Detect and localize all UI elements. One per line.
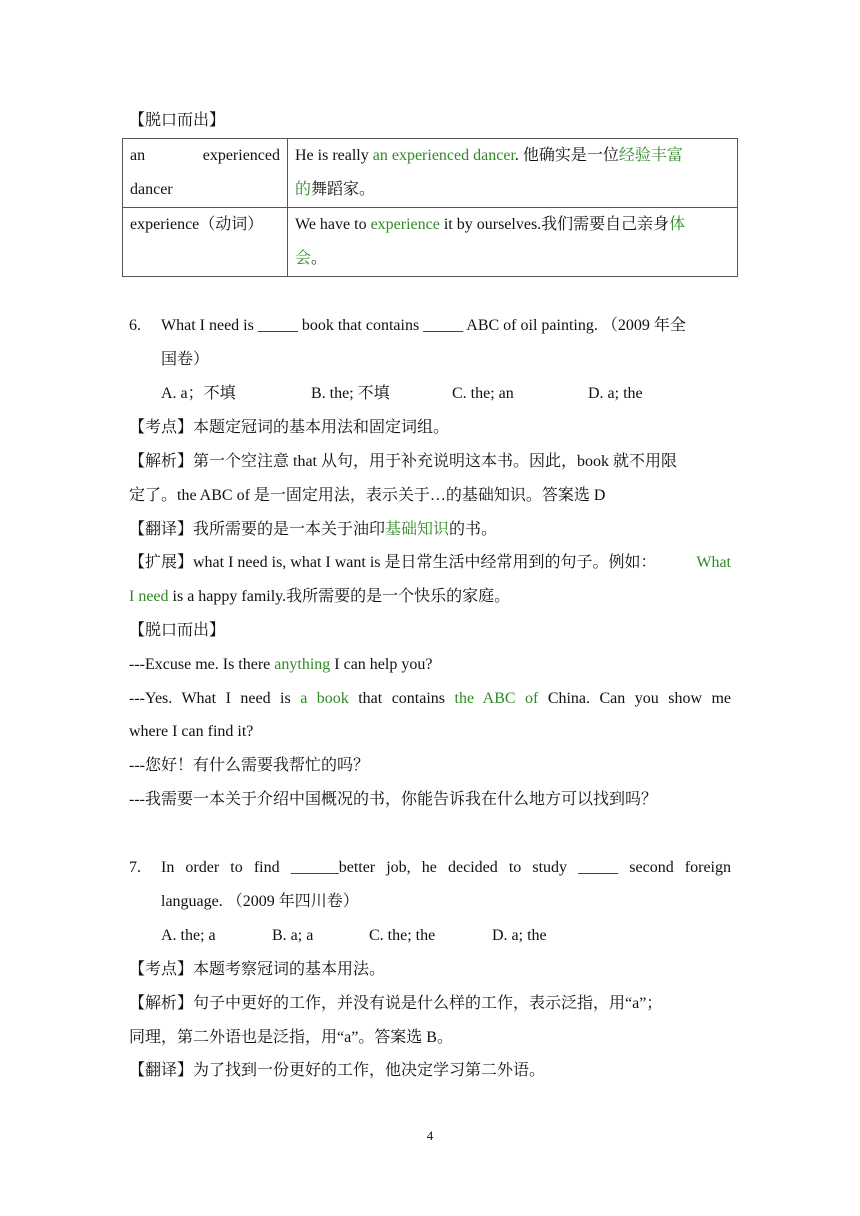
example-text: it by ourselves.我们需要自己亲身 [439,216,670,233]
fanyi-text: 的书。 [449,521,498,538]
question-text-cont: language. （2009 年四川卷） [161,893,359,910]
dialogue-text: ---Excuse me. Is there [129,656,275,673]
section-heading: 【脱口而出】 [129,112,226,129]
kuozhan-6-line2 [129,587,731,607]
highlight-text: experience [370,216,440,233]
kaodian-6: 【考点】本题定冠词的基本用法和固定词组。 [129,419,450,436]
kuozhan-6-line1 [129,553,731,573]
question-number: 6. [129,317,141,334]
option-d: D. a; the [588,385,643,402]
dialogue-text: that contains [348,690,455,707]
term-word: an [130,147,146,164]
option-b: B. the; 不填 [311,385,390,402]
example-cell [288,208,738,277]
jiexi-6-line2: 定了。the ABC of 是一固定用法，表示关于…的基础知识。答案选 D [129,487,606,504]
dialogue-text: China. Can you show me [538,690,732,707]
highlight-text: 的 [295,181,312,198]
fanyi-7: 【翻译】为了找到一份更好的工作，他决定学习第二外语。 [129,1062,546,1079]
question-number: 7. [129,859,141,876]
question-text: What I need is _____ book that contains _____ ABC of oil painting. （2009 年全 [161,317,686,334]
table-row [123,208,738,277]
highlight-text: an experienced dancer [372,147,515,164]
example-text: . 他确实是一位 [514,147,619,164]
example-text: 舞蹈家。 [311,181,376,198]
fanyi-text: 【翻译】我所需要的是一本关于油印 [129,521,386,538]
dialogue-line-2 [129,689,731,709]
dialogue-line-1 [129,655,731,675]
dialogue-line-2-cont: where I can find it? [129,723,254,740]
term-word: dancer [130,181,173,198]
question-6 [129,316,686,336]
example-text: 。 [311,250,328,267]
example-text: He is really [295,147,373,164]
dialogue-line-4: ---我需要一本关于介绍中国概况的书，你能告诉我在什么地方可以找到吗？ [129,791,657,808]
jiexi-6-line1: 【解析】第一个空注意 that 从句，用于补充说明这本书。因此，book 就不用限 [129,453,677,470]
term-word: experienced [202,147,280,164]
example-cell [288,139,738,208]
option-a: A. the; a [161,927,216,944]
dialogue-text: I can help you? [330,656,433,673]
dialogue-text: ---Yes. What I need is [129,690,301,707]
highlight-text: 基础知识 [385,521,450,538]
highlight-text: What [696,554,731,571]
option-b: B. a; a [272,927,314,944]
question-7 [129,858,731,878]
dialogue-line-3: ---您好！有什么需要我帮忙的吗？ [129,757,369,774]
kuozhan-text: is a happy family.我所需要的是一个快乐的家庭。 [168,588,511,605]
table-row [123,139,738,208]
term-cell: experience（动词） [123,208,288,277]
kuozhan-text: 【扩展】what I need is, what I want is 是日常生活中经常用到的句子。例如： [129,554,657,571]
term-cell [123,139,288,208]
example-text: We have to [295,216,371,233]
highlight-text: anything [274,656,331,673]
fanyi-6 [129,520,731,540]
question-text: In order to find ______better job, he decided to study _____ second foreign [161,859,731,876]
kaodian-7: 【考点】本题考察冠词的基本用法。 [129,961,386,978]
vocab-table [122,138,738,277]
option-a: A. a；不填 [161,385,236,402]
highlight-text: 经验丰富 [618,147,683,164]
highlight-text: the ABC of [454,690,539,707]
highlight-text: 会 [295,250,312,267]
question-text-cont: 国卷） [161,351,210,368]
highlight-text: I need [129,588,169,605]
option-c: C. the; the [369,927,436,944]
tuokou-heading: 【脱口而出】 [129,622,226,639]
jiexi-7-line2: 同理，第二外语也是泛指，用“a”。答案选 B。 [129,1029,453,1046]
page-number: 4 [426,1128,434,1143]
option-c: C. the; an [452,385,514,402]
jiexi-7-line1: 【解析】句子中更好的工作，并没有说是什么样的工作，表示泛指，用“a”； [129,995,663,1012]
highlight-text: a book [300,690,349,707]
option-d: D. a; the [492,927,547,944]
highlight-text: 体 [669,216,686,233]
